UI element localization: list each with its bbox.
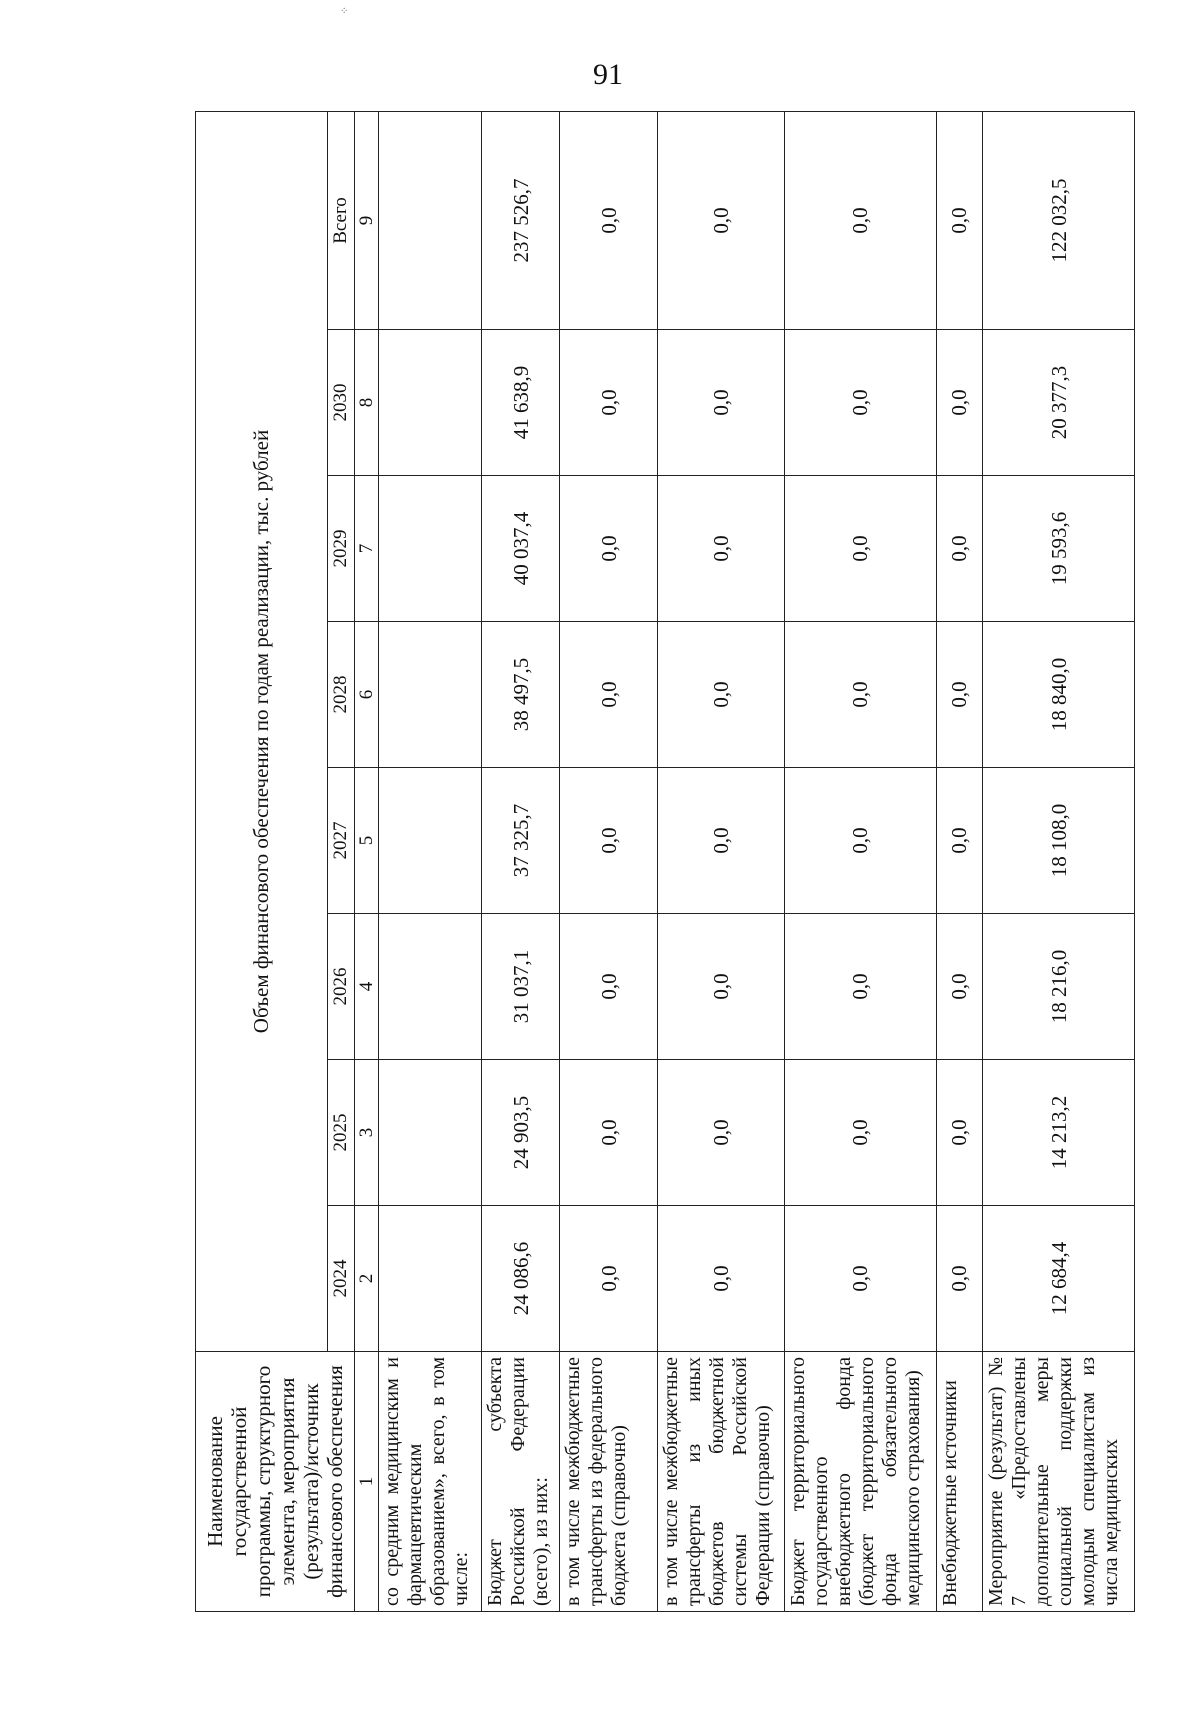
cell-value: 0,0: [785, 330, 937, 476]
financing-table: [195, 111, 1135, 1612]
cell-value: 0,0: [936, 330, 983, 476]
cell-value: 24 903,5: [481, 1060, 559, 1206]
cell-value: 0,0: [560, 768, 658, 914]
cell-value: 18 840,0: [983, 622, 1135, 768]
cell-value: [379, 476, 482, 622]
table-row: [983, 111, 1135, 1611]
cell-value: 0,0: [657, 476, 784, 622]
cell-value: 0,0: [657, 111, 784, 329]
column-number: 5: [354, 768, 378, 914]
cell-value: 0,0: [657, 914, 784, 1060]
year-header: 2025: [327, 1060, 354, 1206]
cell-value: [379, 1206, 482, 1352]
column-number: 6: [354, 622, 378, 768]
cell-value: 24 086,6: [481, 1206, 559, 1352]
table-row: [657, 111, 784, 1611]
cell-value: 41 638,9: [481, 330, 559, 476]
cell-value: 0,0: [785, 1206, 937, 1352]
rotated-table-container: [195, 112, 1135, 1612]
cell-value: 0,0: [785, 622, 937, 768]
cell-value: 0,0: [657, 768, 784, 914]
cell-value: 18 216,0: [983, 914, 1135, 1060]
cell-value: [379, 1060, 482, 1206]
table-row: [560, 111, 658, 1611]
header-volume: Объем финансового обеспечения по годам реализации, тыс. рублей: [196, 111, 328, 1351]
cell-value: 0,0: [936, 1206, 983, 1352]
cell-value: 0,0: [936, 111, 983, 329]
column-number: 1: [354, 1352, 378, 1612]
cell-value: 0,0: [785, 476, 937, 622]
cell-value: [379, 914, 482, 1060]
row-label: Бюджет территориального государственного внебюджетного фонда (бюджет территориального фонда обязательного медицинского страхования): [785, 1352, 937, 1612]
cell-value: [379, 622, 482, 768]
cell-value: 0,0: [560, 476, 658, 622]
column-numbers-row: [354, 111, 378, 1611]
cell-value: 40 037,4: [481, 476, 559, 622]
cell-value: 0,0: [936, 1060, 983, 1206]
row-label: в том числе межбюджетные трансферты из иных бюджетов бюджетной системы Российской Федерации (справочно): [657, 1352, 784, 1612]
cell-value: 0,0: [657, 622, 784, 768]
cell-value: 237 526,7: [481, 111, 559, 329]
cell-value: 19 593,6: [983, 476, 1135, 622]
cell-value: 0,0: [560, 330, 658, 476]
cell-value: 122 032,5: [983, 111, 1135, 329]
cell-value: 0,0: [936, 476, 983, 622]
row-label: Бюджет субъекта Российской Федерации (всего), из них:: [481, 1352, 559, 1612]
column-number: 7: [354, 476, 378, 622]
column-number: 8: [354, 330, 378, 476]
row-label: Внебюджетные источники: [936, 1352, 983, 1612]
cell-value: [379, 768, 482, 914]
cell-value: 0,0: [785, 111, 937, 329]
cell-value: 0,0: [560, 622, 658, 768]
page-number: 91: [593, 58, 623, 91]
scan-artifact: ⁘: [340, 6, 349, 17]
cell-value: 0,0: [785, 1060, 937, 1206]
cell-value: [379, 330, 482, 476]
year-header: 2028: [327, 622, 354, 768]
cell-value: 0,0: [785, 914, 937, 1060]
table-row: [379, 111, 482, 1611]
cell-value: 20 377,3: [983, 330, 1135, 476]
cell-value: 0,0: [560, 914, 658, 1060]
cell-value: 0,0: [657, 1206, 784, 1352]
header-name: Наименование государственной программы, структурного элемента, мероприятия (результата)/источник финансового обеспечения: [196, 1352, 355, 1612]
column-number: 4: [354, 914, 378, 1060]
year-header: 2027: [327, 768, 354, 914]
cell-value: 31 037,1: [481, 914, 559, 1060]
cell-value: 0,0: [560, 1206, 658, 1352]
year-header: 2026: [327, 914, 354, 1060]
row-label: в том числе межбюджетные трансферты из федерального бюджета (справочно): [560, 1352, 658, 1612]
row-label: Мероприятие (результат) № 7 «Предоставлены дополнительные меры социальной поддержки молодым специалистам из числа медицинских: [983, 1352, 1135, 1612]
cell-value: 38 497,5: [481, 622, 559, 768]
cell-value: 0,0: [785, 768, 937, 914]
cell-value: 12 684,4: [983, 1206, 1135, 1352]
year-header: 2024: [327, 1206, 354, 1352]
cell-value: 0,0: [657, 1060, 784, 1206]
cell-value: 0,0: [936, 622, 983, 768]
column-number: 9: [354, 111, 378, 329]
column-number: 2: [354, 1206, 378, 1352]
cell-value: [379, 111, 482, 329]
cell-value: 0,0: [936, 914, 983, 1060]
cell-value: 0,0: [936, 768, 983, 914]
cell-value: 0,0: [657, 330, 784, 476]
cell-value: 0,0: [560, 1060, 658, 1206]
total-header: Всего: [327, 111, 354, 329]
year-header: 2029: [327, 476, 354, 622]
table-row: [785, 111, 937, 1611]
cell-value: 18 108,0: [983, 768, 1135, 914]
row-label: со средним медицинским и фармацевтическим образованием», всего, в том числе:: [379, 1352, 482, 1612]
table-row: [481, 111, 559, 1611]
cell-value: 14 213,2: [983, 1060, 1135, 1206]
year-header: 2030: [327, 330, 354, 476]
column-number: 3: [354, 1060, 378, 1206]
table-row: [936, 111, 983, 1611]
cell-value: 37 325,7: [481, 768, 559, 914]
cell-value: 0,0: [560, 111, 658, 329]
